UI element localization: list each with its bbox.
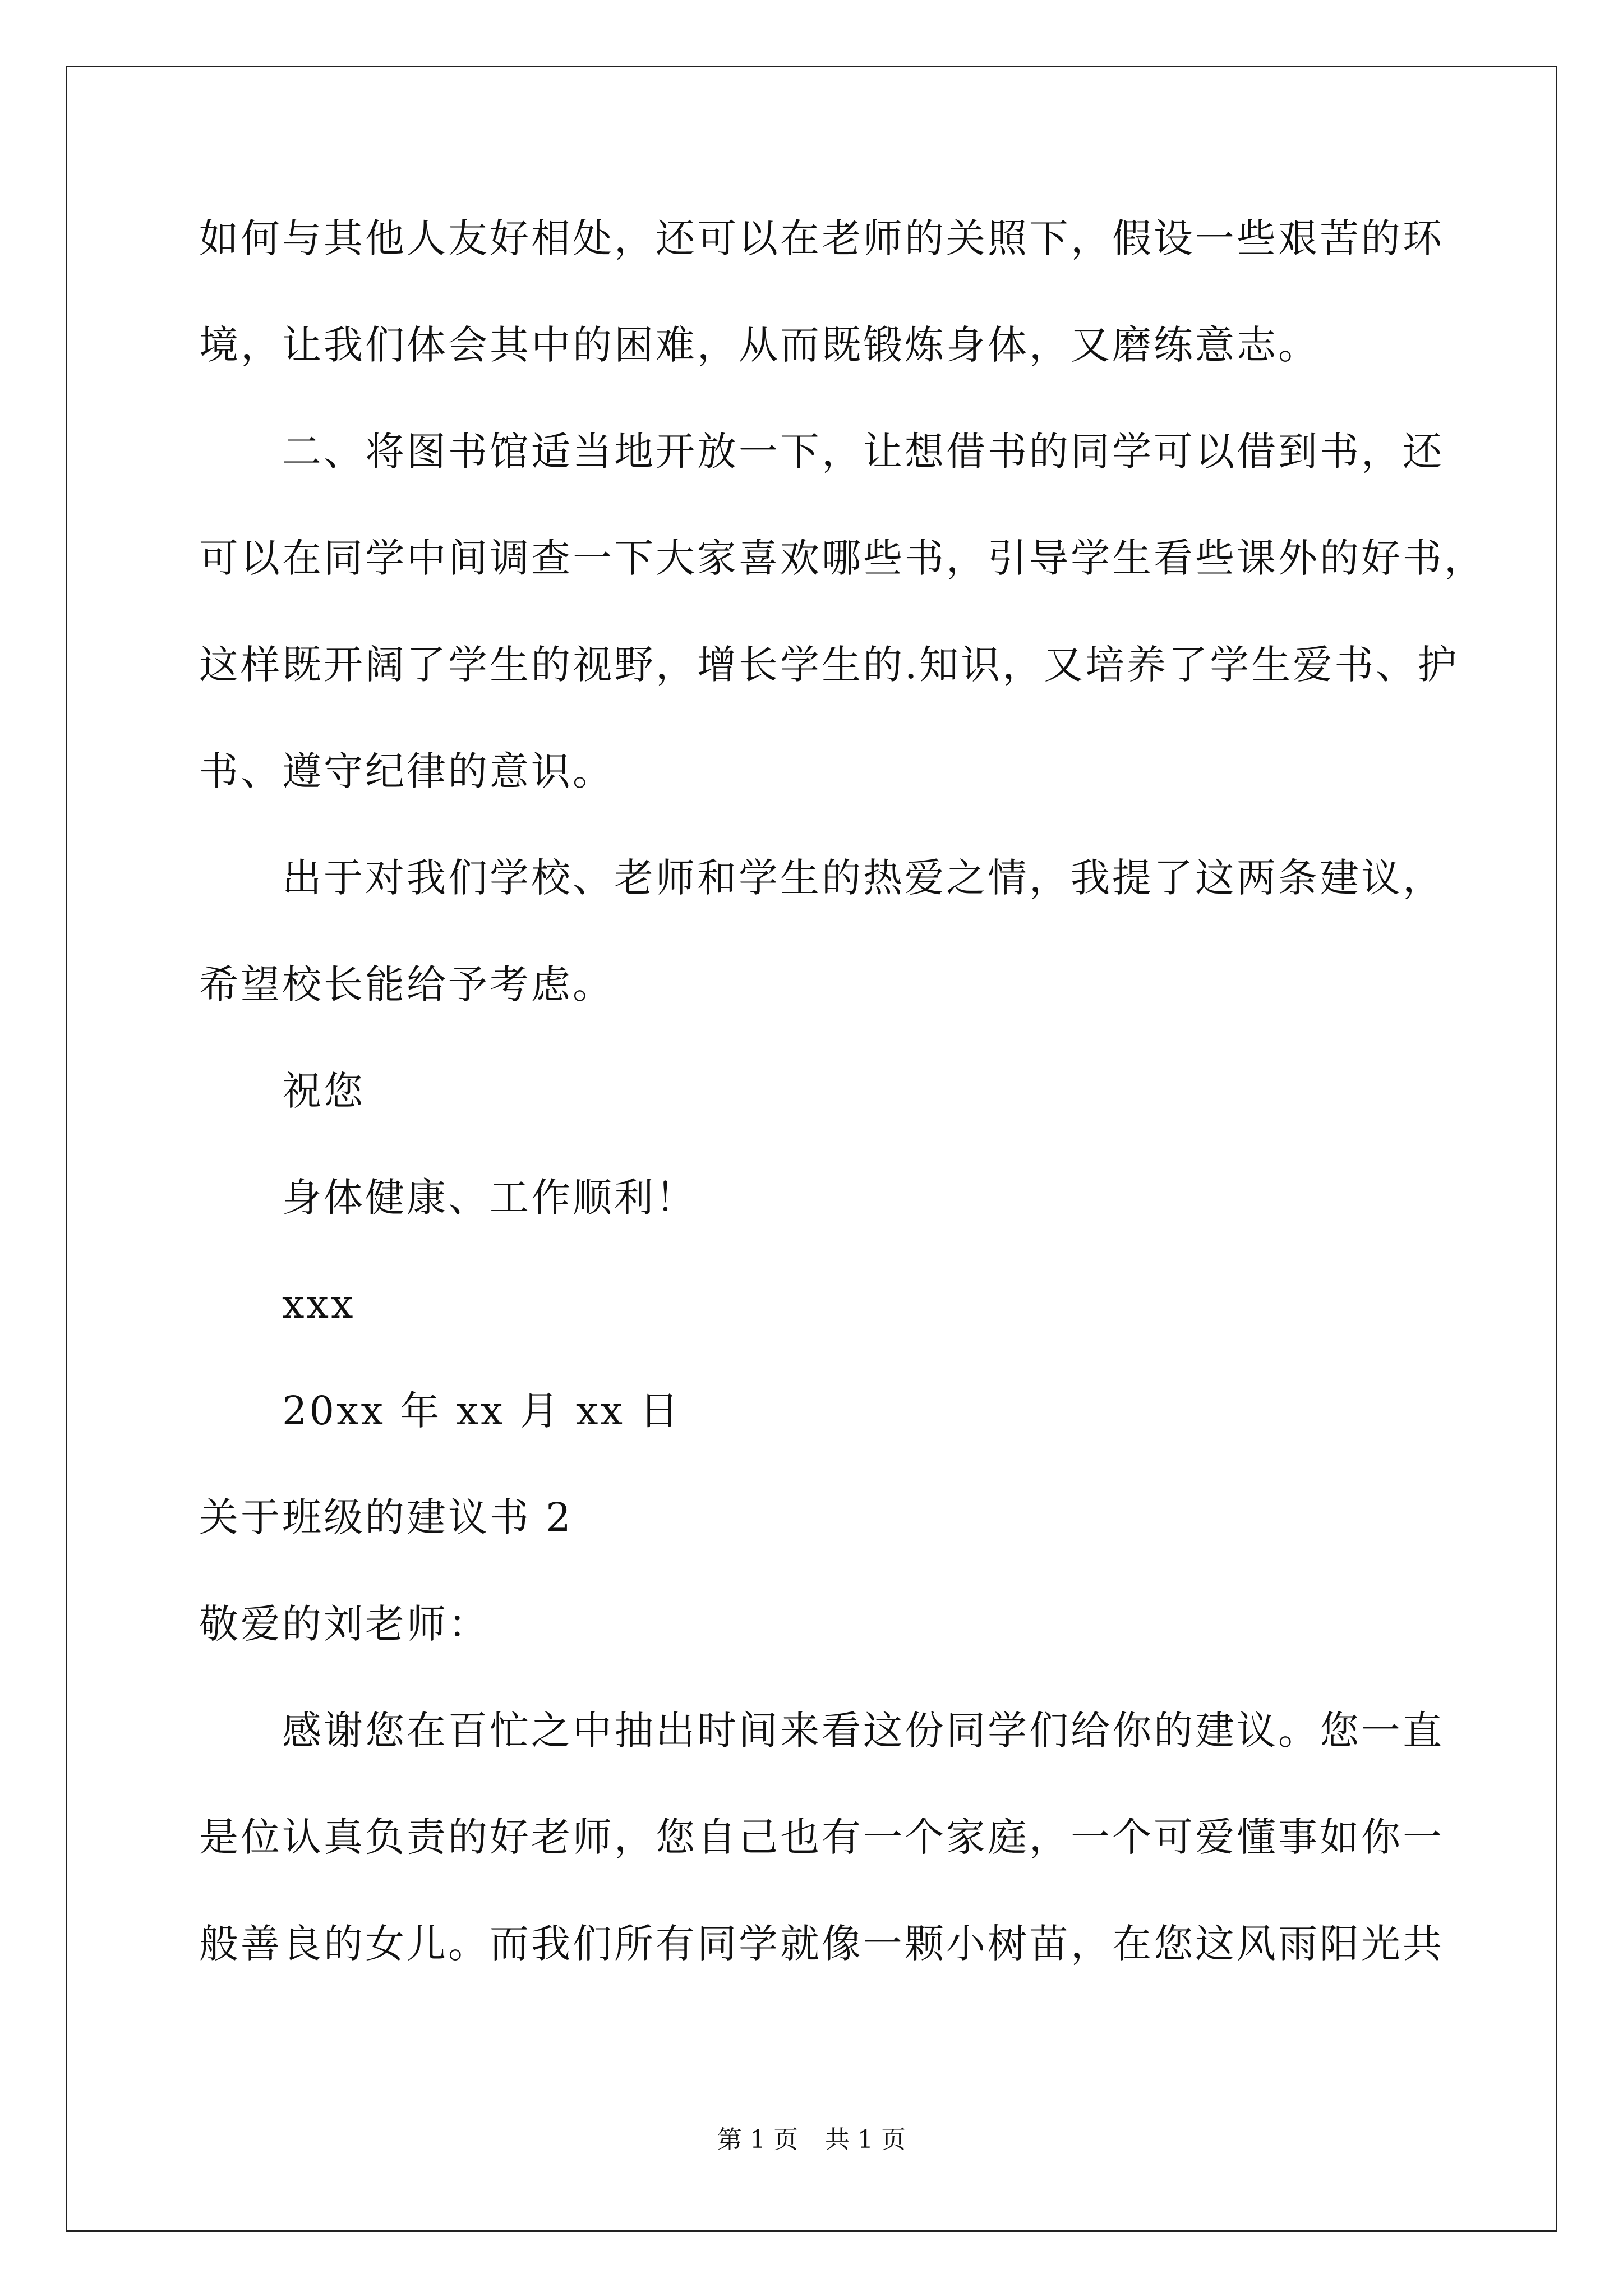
page-border (66, 66, 1557, 2232)
paragraph-line: 如何与其他人友好相处，还可以在老师的关照下，假设一些艰苦的环 (199, 215, 1444, 261)
paragraph-line: 希望校长能给予考虑。 (199, 961, 614, 1007)
paragraph-line: 般善良的女儿。而我们所有同学就像一颗小树苗，在您这风雨阳光共 (199, 1921, 1444, 1967)
closing-wish: 身体健康、工作顺利！ (282, 1175, 697, 1221)
paragraph-line: 二、将图书馆适当地开放一下，让想借书的同学可以借到书，还 (282, 429, 1444, 475)
page-number: 第 1 页 (717, 2125, 798, 2154)
page-total: 共 1 页 (825, 2125, 906, 2154)
paragraph-line: 可以在同学中间调查一下大家喜欢哪些书，引导学生看些课外的好书， (199, 535, 1486, 581)
greeting-line: 敬爱的刘老师： (199, 1601, 490, 1647)
section-heading: 关于班级的建议书 2 (199, 1494, 573, 1540)
paragraph-line: 书、遵守纪律的意识。 (199, 748, 614, 794)
paragraph-line: 出于对我们学校、老师和学生的热爱之情，我提了这两条建议， (282, 855, 1444, 901)
paragraph-line: 是位认真负责的好老师，您自己也有一个家庭，一个可爱懂事如你一 (199, 1814, 1444, 1860)
paragraph-line: 境，让我们体会其中的困难，从而既锻炼身体，又磨练意志。 (199, 322, 1320, 368)
closing-salutation: 祝您 (282, 1068, 365, 1114)
date-line: 20xx 年 xx 月 xx 日 (282, 1388, 681, 1434)
signature: xxx (282, 1281, 356, 1327)
paragraph-line: 感谢您在百忙之中抽出时间来看这份同学们给你的建议。您一直 (282, 1708, 1444, 1754)
page-footer (0, 2123, 1623, 2157)
paragraph-line: 这样既开阔了学生的视野，增长学生的.知识，又培养了学生爱书、护 (199, 642, 1459, 688)
